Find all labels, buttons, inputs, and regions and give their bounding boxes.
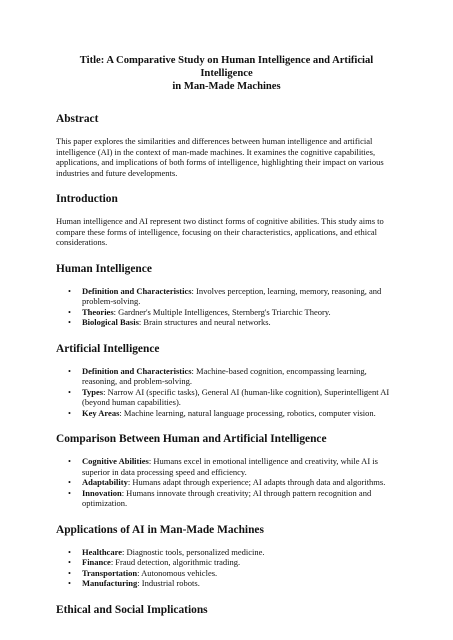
item-term: Transportation <box>82 567 138 578</box>
item-text: : Narrow AI (specific tasks), General AI (human-like cognition), Superintelligent AI (beyond human capabilities). <box>82 386 390 407</box>
list-item <box>68 477 397 488</box>
applications-heading: Applications of AI in Man-Made Machines <box>56 523 264 536</box>
item-term: Definition and Characteristics <box>82 365 192 376</box>
bullet-icon: • <box>68 365 71 376</box>
item-text: : Humans adapt through experience; AI adapts through data and algorithms. <box>127 477 386 487</box>
bullet-icon: • <box>68 477 71 487</box>
item-term: Theories <box>82 306 114 317</box>
list-item <box>68 456 397 477</box>
item-term: Adaptability <box>82 477 128 487</box>
title-line-1: Title: A Comparative Study on Human Intelligence and Artificial Intelligence <box>79 55 374 79</box>
item-text: : Machine learning, natural language processing, robotics, computer vision. <box>119 407 376 418</box>
bullet-icon: • <box>68 306 71 317</box>
list-item <box>68 285 397 307</box>
list-item <box>68 567 397 579</box>
human-intelligence-list <box>56 286 397 328</box>
bullet-icon: • <box>68 407 71 418</box>
comparison-list <box>56 456 397 509</box>
abstract-heading: Abstract <box>56 113 99 125</box>
item-text: : Autonomous vehicles. <box>137 567 218 578</box>
bullet-icon: • <box>68 546 71 557</box>
item-text: : Industrial robots. <box>137 578 200 588</box>
item-text: : Humans excel in emotional intelligence and creativity, while AI is superior in data processing speed and efficiency. <box>82 456 378 477</box>
list-item <box>68 306 397 318</box>
ethics-heading: Ethical and Social Implications <box>56 603 208 616</box>
introduction-text: Human intelligence and AI represent two distinct forms of cognitive abilities. This study aims to compare these forms of intelligence, focusing on their characteristics, applications, and ethical considerations. <box>56 216 384 247</box>
list-item <box>68 407 397 419</box>
artificial-intelligence-list <box>56 366 397 419</box>
bullet-icon: • <box>68 456 71 466</box>
abstract-text: This paper explores the similarities and differences between human intelligence and artificial intelligence (AI) in the context of man-made machines. It examines the cognitive capabilities, applications, and implications of both forms of intelligence, highlighting their impact on various industries and future developments. <box>56 136 384 178</box>
item-term: Cognitive Abilities <box>82 456 149 466</box>
item-term: Definition and Characteristics <box>82 285 192 296</box>
item-text: : Brain structures and neural networks. <box>138 317 271 327</box>
item-term: Key Areas <box>82 407 120 418</box>
item-text: : Machine-based cognition, encompassing learning, reasoning, and problem-solving. <box>82 365 367 386</box>
item-term: Healthcare <box>82 546 122 557</box>
title-line-2: in Man-Made Machines <box>172 81 281 92</box>
applications-list <box>56 547 397 589</box>
list-item <box>68 487 397 509</box>
bullet-icon: • <box>68 557 71 567</box>
list-item <box>68 557 397 568</box>
list-item <box>68 386 397 408</box>
item-term: Biological Basis <box>82 317 139 327</box>
document-title <box>56 54 397 93</box>
list-item <box>68 578 397 589</box>
artificial-intelligence-heading: Artificial Intelligence <box>56 342 160 355</box>
item-term: Manufacturing <box>82 578 138 588</box>
item-text: : Gardner's Multiple Intelligences, Sternberg's Triarchic Theory. <box>113 306 331 317</box>
item-text: : Diagnostic tools, personalized medicine. <box>121 546 265 557</box>
bullet-icon: • <box>68 578 71 588</box>
bullet-icon: • <box>68 567 71 578</box>
comparison-heading: Comparison Between Human and Artificial Intelligence <box>56 433 327 445</box>
item-text: : Fraud detection, algorithmic trading. <box>110 557 241 567</box>
list-item <box>68 546 397 558</box>
list-item <box>68 365 397 387</box>
bullet-icon: • <box>68 386 71 397</box>
list-item <box>68 317 397 328</box>
item-term: Innovation <box>82 487 122 498</box>
bullet-icon: • <box>68 317 71 327</box>
introduction-heading: Introduction <box>56 193 118 205</box>
human-intelligence-heading: Human Intelligence <box>56 262 152 275</box>
item-term: Types <box>82 386 104 397</box>
item-text: : Involves perception, learning, memory, reasoning, and problem-solving. <box>82 285 382 306</box>
bullet-icon: • <box>68 285 71 296</box>
bullet-icon: • <box>68 487 71 498</box>
item-term: Finance <box>82 557 111 567</box>
item-text: : Humans innovate through creativity; AI through pattern recognition and optimization. <box>82 487 372 508</box>
